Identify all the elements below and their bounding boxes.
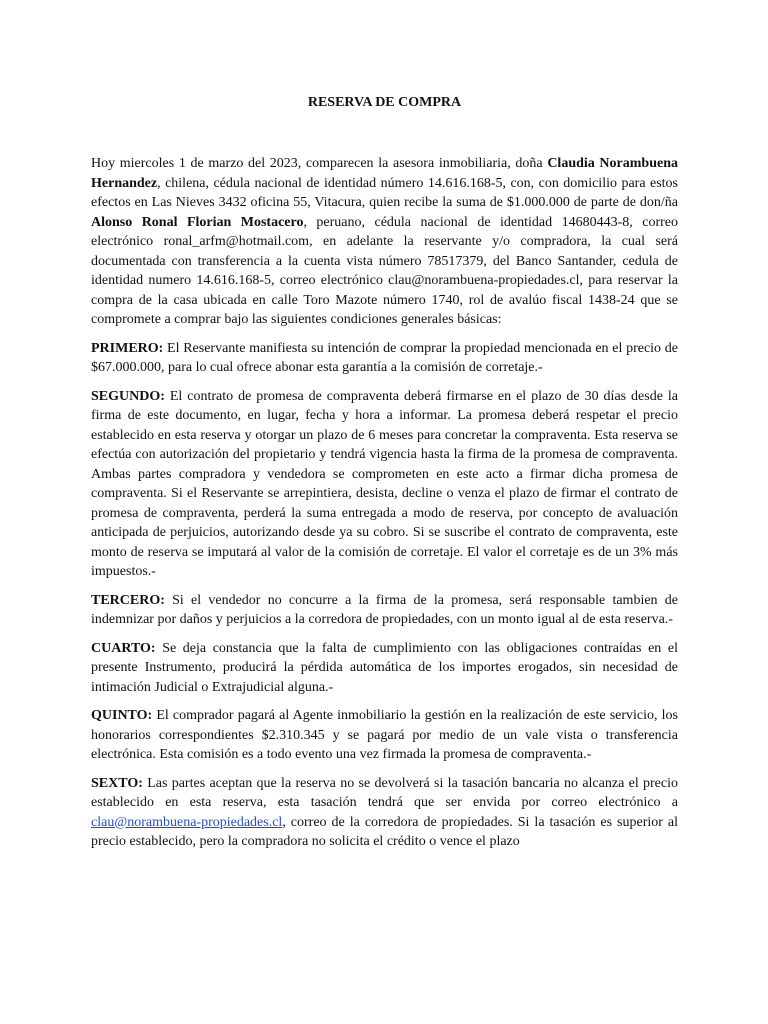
paragraph-text: Las partes aceptan que la reserva no se devolverá si la tasación bancaria no alcanza el precio establecido en esta reserva, esta tasación tendrá que ser envida por correo electrónico a xyxy=(91,775,678,810)
clause-heading: SEGUNDO: xyxy=(91,388,165,404)
paragraph-text: Si el vendedor no concurre a la firma de la promesa, será responsable tambien de indemnizar por daños y perjuicios a la corredora de propiedades, con un monto igual al de esta reserva.- xyxy=(91,592,678,627)
paragraph-text: , chilena, cédula nacional de identidad número 14.616.168-5, con, con domicilio para estos efectos en Las Nieves 3432 oficina 55, Vitacura, quien recibe la suma de $1.000.000 de parte de don/ña xyxy=(91,175,678,210)
paragraph-text: Se deja constancia que la falta de cumplimiento con las obligaciones contraídas en el presente Instrumento, producirá la pérdida automática de los importes erogados, sin necesidad de intimación Judicial o Extrajudicial alguna.- xyxy=(91,640,678,695)
paragraph-text: Hoy miercoles 1 de marzo del 2023, comparecen la asesora inmobiliaria, doña xyxy=(91,156,548,171)
party-name: Claudia Norambuena Hernandez xyxy=(91,156,678,191)
clause-heading: TERCERO: xyxy=(91,592,165,608)
paragraph-text: El Reservante manifiesta su intención de comprar la propiedad mencionada en el precio de $67.000.000, para lo cual ofrece abonar esta garantía a la comisión de corretaje.- xyxy=(91,340,678,375)
paragraph-text: El comprador pagará al Agente inmobiliario la gestión en la realización de este servicio, los honorarios correspondientes $2.310.345 y se pagará por medio de un vale vista o transferencia electrónica. Esta comisión es a todo evento una vez firmada la promesa de compraventa.- xyxy=(91,708,678,762)
paragraph-text: , correo de la corredora de propiedades. Si la tasación es superior al precio establecido, pero la compradora no solicita el crédito o vence el plazo xyxy=(91,814,678,849)
clause-heading: SEXTO: xyxy=(91,775,143,791)
paragraph-3 xyxy=(91,387,678,582)
party-name: Alonso Ronal Florian Mostacero xyxy=(91,214,304,230)
email-link[interactable]: clau@norambuena-propiedades.cl xyxy=(91,814,283,830)
paragraph-text: El contrato de promesa de compraventa deberá firmarse en el plazo de 30 días desde la firma de este documento, en lugar, fecha y hora a informar. La promesa deberá respetar el precio establecido en esta reserva y otorgar un plazo de 6 meses para concretar la compraventa. Esta reserva se efectúa con autorización del propietario y tendrá vigencia hasta la firma de la promesa de compraventa. Ambas partes compradora y vendedora se comprometen en este acto a firmar dicha promesa de compraventa. Si el Reservante se arrepintiera, desista, decline o venza el plazo de firmar el contrato de promesa de compraventa, perderá la suma entregada a modo de reserva, por concepto de avaluación anticipada de perjuicios, autorizando desde ya su cobro. Si se suscribe el contrato de compraventa, este monto de reserva se imputará al valor de la comisión de corretaje. El valor el corretaje es de un 3% más impuestos.- xyxy=(91,388,678,579)
paragraph-2 xyxy=(91,339,678,378)
document-body xyxy=(91,154,678,852)
paragraph-4 xyxy=(91,591,678,630)
paragraph-6 xyxy=(91,706,678,765)
document-title: RESERVA DE COMPRA xyxy=(307,95,462,110)
clause-heading: PRIMERO: xyxy=(91,340,164,356)
clause-heading: QUINTO: xyxy=(91,708,153,723)
paragraph-5 xyxy=(91,639,678,698)
paragraph-text: , peruano, cédula nacional de identidad 14680443-8, correo electrónico ronal_arfm@hotmail.com, en adelante la reservante y/o compradora, la cual será documentada con transferencia a la cuenta vista número 78517379, del Banco Santander, cedula de identidad numero 14.616.168-5, correo electrónico clau@norambuena-propiedades.cl, para reservar la compra de la casa ubicada en calle Toro Mazote número 1740, rol de avalúo fiscal 1438-24 que se compromete a comprar bajo las siguientes condiciones generales básicas: xyxy=(91,214,678,327)
paragraph-7 xyxy=(91,774,678,852)
paragraph-1 xyxy=(91,154,678,330)
clause-heading: CUARTO: xyxy=(91,640,156,656)
